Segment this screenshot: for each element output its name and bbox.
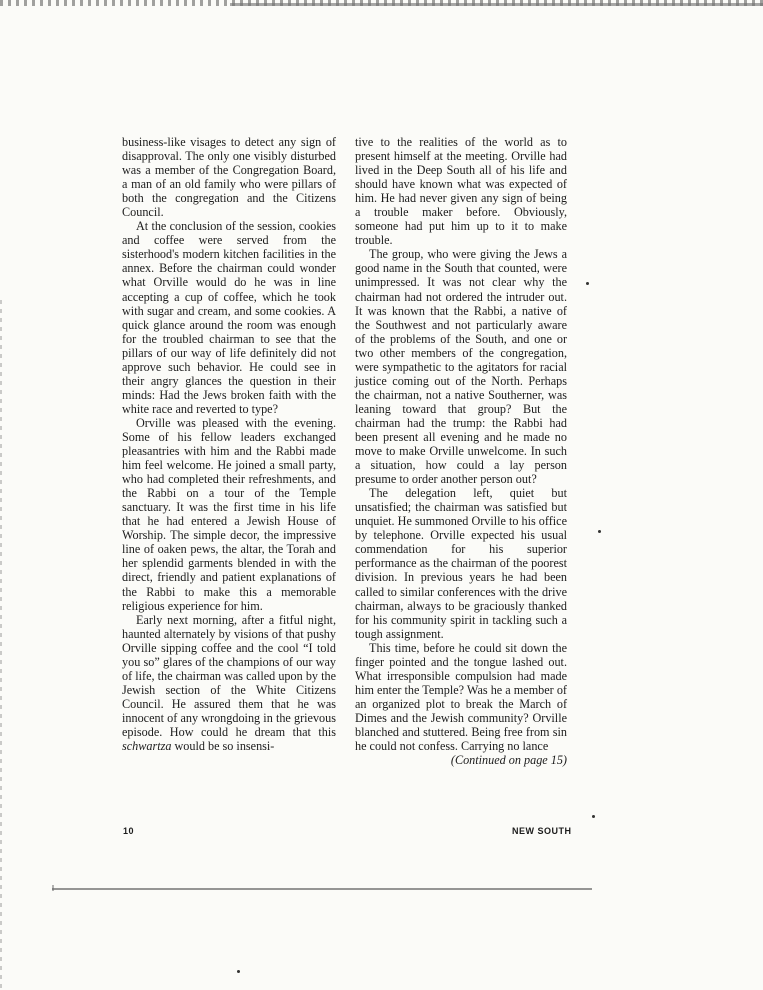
scan-speck <box>598 530 601 533</box>
paragraph-text: Early next morning, after a fitful night, haunted alternately by visions of that pushy Orville sipping coffee and the cool “I told you so” glares of the champions of our way of life, the chairman was called upon by the Jewish section of the White Citizens Council. He assured them that he was innocent of any wrongdoing in the grievous episode. How could he dream that this <box>122 612 336 739</box>
bottom-rule-mark <box>52 885 54 891</box>
paragraph-tail: would be so insensi- <box>171 739 275 754</box>
paragraph: Orville was pleased with the evening. Some of his fellow leaders exchanged pleasantries with him and the Rabbi made him feel welcome. He joined a small party, who had completed their refreshments, and the Rabbi on a tour of the Temple sanctuary. It was the first time in his life that he had entered a Jewish House of Worship. The simple decor, the impressive line of oaken pews, the altar, the Torah and her splendid garments blended in with the direct, friendly and patient explanations of the Rabbi to make this a memorable religious experience for him. <box>122 415 336 613</box>
paragraph: The delegation left, quiet but unsatisfied; the chairman was satisfied but unquiet. He summoned Orville to his office by telephone. Orville expected his usual commendation for his superior performance as the chairman of the poorest division. In previous years he had been called to similar conferences with the drive chairman, always to be graciously thanked for his community spirit in tackling such a tough assignment. <box>355 486 568 641</box>
paragraph: tive to the realities of the world as to present himself at the meeting. Orville had lived in the Deep South all of his life and should have known what was expected of him. He had never given any sign of being a trouble maker before. Obviously, someone had put him up to it to make trouble. <box>355 135 567 248</box>
italic-word: schwartza <box>122 739 172 754</box>
scan-speck <box>592 815 595 818</box>
page-number: 10 <box>123 826 135 836</box>
paragraph <box>122 613 336 753</box>
publication-name: NEW SOUTH <box>512 826 572 836</box>
paragraph: The group, who were giving the Jews a good name in the South that counted, were unimpressed. It was not clear why the chairman had not ordered the intruder out. It was known that the Rabbi, a native of the Southwest and not particularly aware of the problems of the South, and one or two other members of the congregation, were sympathetic to the agitators for racial justice coming out of the North. Perhaps the chairman, not a native Southerner, was leaning toward that group? But the chairman had the trump: the Rabbi had been present all evening and he made no move to make Orville unwelcome. In such a situation, how could a lay person presume to order another person out? <box>355 247 567 487</box>
paragraph: business-like visages to detect any sign of disapproval. The only one visibly disturbed was a member of the Congregation Board, a man of an old family who were pillars of both the congregation and the Citizens Council. <box>122 135 336 220</box>
bottom-rule <box>52 888 592 890</box>
scan-edge-bar <box>230 3 763 6</box>
paragraph: At the conclusion of the session, cookies and coffee were served from the sisterhood's modern kitchen facilities in the annex. Before the chairman could wonder what Orville would do he was in line accepting a cup of coffee, which he took with sugar and cream, and some cookies. A quick glance around the room was enough for the troubled chairman to see that the pillars of our way of life definitely did not approve such behavior. He could see in their angry glances the question in their minds: Had the Jews broken faith with the white race and reverted to type? <box>122 219 336 416</box>
left-column <box>122 135 336 753</box>
scan-edge-left <box>0 300 2 990</box>
scan-speck <box>237 970 240 973</box>
right-column <box>355 135 567 767</box>
continued-note: (Continued on page 15) <box>450 753 567 768</box>
paragraph: This time, before he could sit down the finger pointed and the tongue lashed out. What irresponsible compulsion had made him enter the Temple? Was he a member of an organized plot to break the March of Dimes and the Jewish community? Orville blanched and stuttered. Being free from sin he could not confess. Carrying no lance <box>355 640 567 754</box>
scan-speck <box>586 282 589 285</box>
